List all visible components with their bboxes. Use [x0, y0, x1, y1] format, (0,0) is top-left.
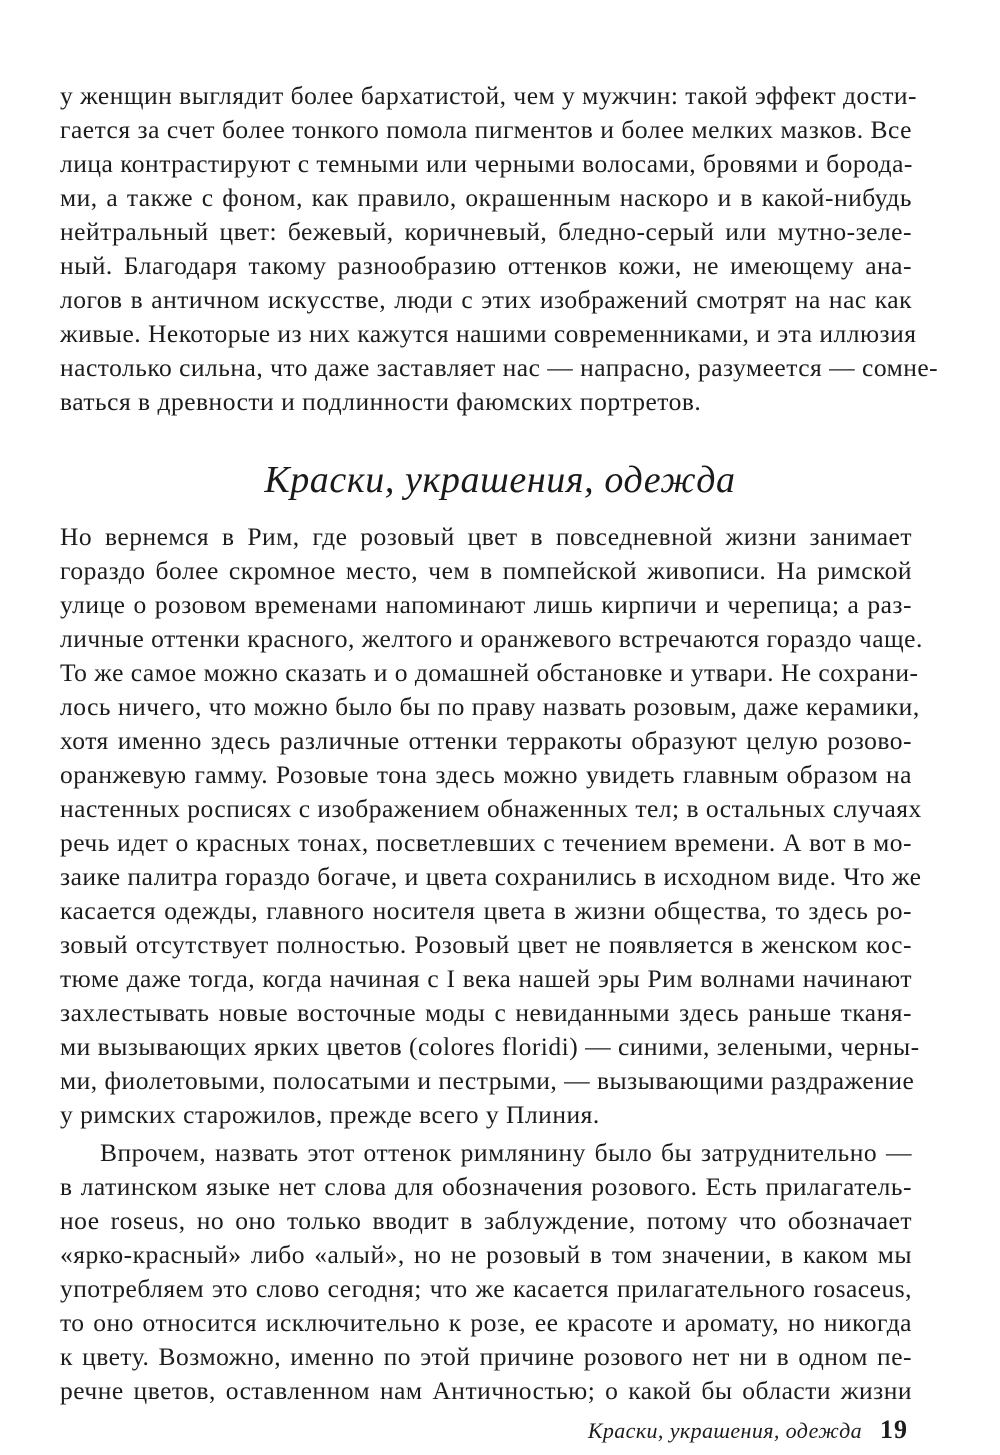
- running-title: Краски, украшения, одежда: [587, 1418, 862, 1443]
- text-line: оранжевую гамму. Розовые тона здесь можно увидеть главным образом на: [60, 760, 912, 789]
- text-line: живые. Некоторые из них кажутся нашими современниками, и эта иллюзия: [60, 319, 917, 348]
- text-line: у женщин выглядит более бархатистой, чем у мужчин: такой эффект дости-: [60, 81, 917, 110]
- text-line: гораздо более скромное место, чем в помпейской живописи. На римской: [60, 556, 912, 585]
- text-line: логов в античном искусстве, люди с этих изображений смотрят на нас как: [60, 285, 912, 314]
- page-number: 19: [880, 1415, 908, 1444]
- text-line: касается одежды, главного носителя цвета в жизни общества, то здесь ро-: [60, 896, 912, 925]
- section-heading: Краски, украшения, одежда: [264, 459, 736, 501]
- text-line: ми, фиолетовыми, полосатыми и пестрыми, — вызывающими раздражение: [60, 1066, 915, 1095]
- text-line: ный. Благодаря такому разнообразию оттенков кожи, не имеющему ана-: [60, 251, 912, 280]
- text-line: лось ничего, что можно было бы по праву назвать розовым, даже керамики,: [60, 692, 920, 721]
- text-line: речь идет о красных тонах, посветлевших с течением времени. А вот в мо-: [60, 828, 912, 857]
- text-line: настенных росписях с изображением обнаженных тел; в остальных случаях: [60, 794, 922, 823]
- text-line: заике палитра гораздо богаче, и цвета сохранились в исходном виде. Что же: [60, 862, 922, 891]
- text-line: то оно относится исключительно к розе, ее красоте и аромату, но никогда: [60, 1308, 912, 1337]
- text-line: захлестывать новые восточные моды с невиданными здесь раньше тканя-: [60, 998, 912, 1027]
- text-line: Но вернемся в Рим, где розовый цвет в повседневной жизни занимает: [60, 522, 912, 551]
- text-line: ми, а также с фоном, как правило, окрашенным наскоро и в какой-нибудь: [60, 183, 912, 212]
- text-line: личные оттенки красного, желтого и оранжевого встречаются гораздо чаще.: [60, 624, 923, 653]
- text-line: ми вызывающих ярких цветов (colores floridi) — синими, зелеными, черны-: [60, 1032, 920, 1061]
- text-line: в латинском языке нет слова для обозначения розового. Есть прилагатель-: [60, 1172, 912, 1201]
- text-line: ваться в древности и подлинности фаюмских портретов.: [60, 387, 702, 416]
- text-line: нейтральный цвет: бежевый, коричневый, бледно-серый или мутно-зеле-: [60, 217, 912, 246]
- text-line: улице о розовом временами напоминают лишь кирпичи и черепица; а раз-: [60, 590, 912, 619]
- text-line: Впрочем, назвать этот оттенок римлянину было бы затруднительно —: [100, 1138, 912, 1167]
- text-line: зовый отсутствует полностью. Розовый цвет не появляется в женском кос-: [60, 930, 912, 959]
- page-footer: [588, 1415, 908, 1445]
- text-line: употребляем это слово сегодня; что же касается прилагательного rosaceus,: [60, 1274, 912, 1303]
- text-line: речне цветов, оставленном нам Античностью; о какой бы области жизни: [60, 1376, 912, 1405]
- text-line: гается за счет более тонкого помола пигментов и более мелких мазков. Все: [60, 115, 912, 144]
- text-line: тюме даже тогда, когда начиная с I века нашей эры Рим волнами начинают: [60, 964, 912, 993]
- text-line: «ярко-красный» либо «алый», но не розовый в том значении, в каком мы: [60, 1240, 912, 1269]
- text-line: лица контрастируют с темными или черными волосами, бровями и борода-: [60, 149, 913, 178]
- text-line: хотя именно здесь различные оттенки терракоты образуют целую розово-: [60, 726, 912, 755]
- text-line: ное roseus, но оно только вводит в заблуждение, потому что обозначает: [60, 1206, 912, 1235]
- text-line: к цвету. Возможно, именно по этой причине розового нет ни в одном пе-: [60, 1342, 912, 1371]
- text-line: настолько сильна, что даже заставляет нас — напрасно, разумеется — сомне-: [60, 353, 939, 382]
- text-line: То же самое можно сказать и о домашней обстановке и утвари. Не сохрани-: [60, 658, 919, 687]
- text-line: у римских старожилов, прежде всего у Плиния.: [60, 1100, 600, 1129]
